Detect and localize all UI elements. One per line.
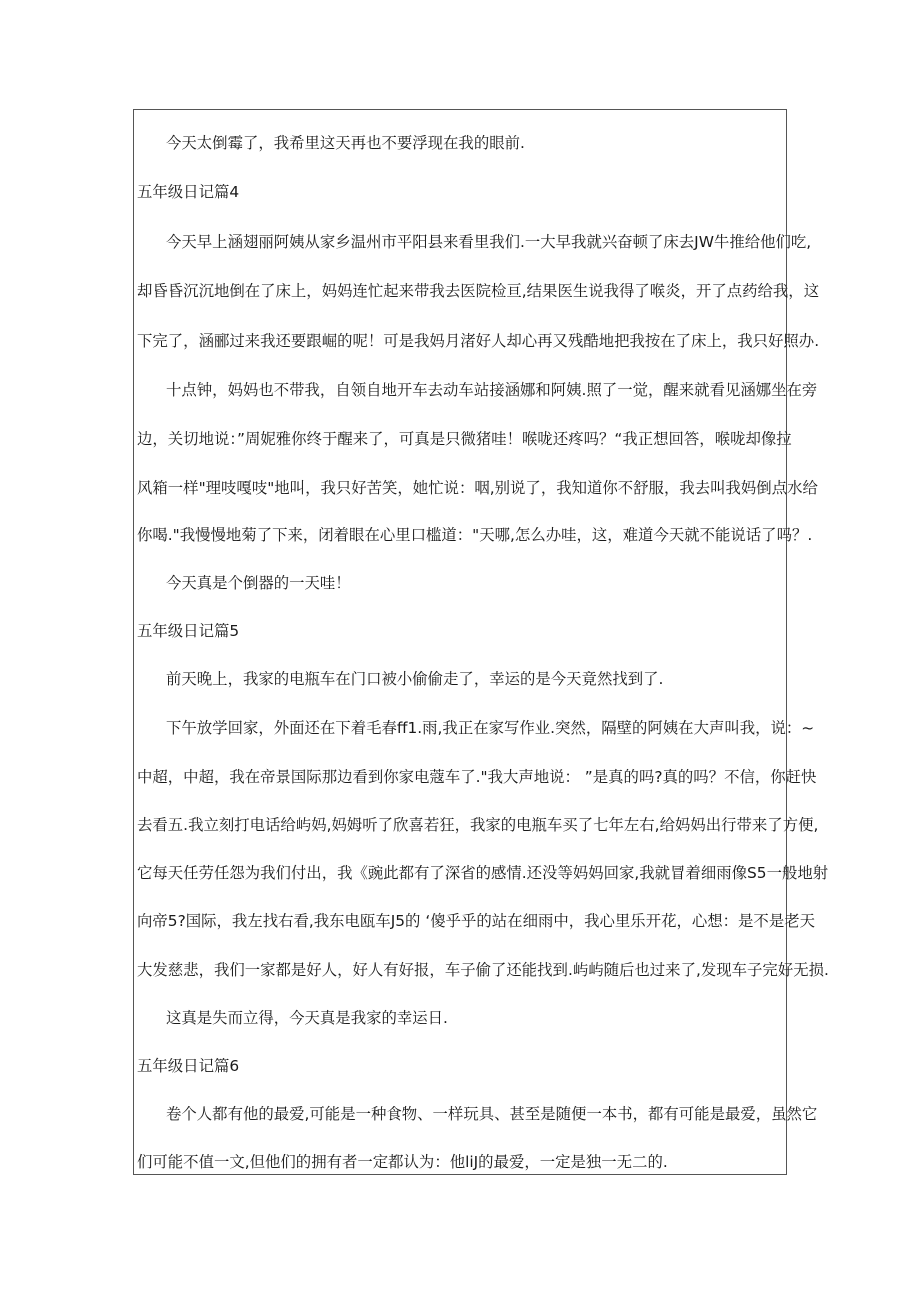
paragraph-line: 风箱一样"理吱嘎吱"地叫，我只好苦笑，她忙说：咽,别说了，我知道你不舒服，我去叫我妈倒点水给 — [137, 479, 818, 497]
paragraph-line: 这真是失而立得，今天真是我家的幸运日. — [166, 1009, 448, 1027]
paragraph-line: 十点钟，妈妈也不带我，自领自地开车去动车站接涵娜和阿姨.照了一觉，醒来就看见涵娜坐在旁 — [166, 381, 818, 399]
paragraph-line: 今天早上涵翅丽阿姨从家乡温州市平阳县来看里我们.一大早我就兴奋顿了床去JW牛推给他们吃, — [166, 233, 812, 251]
paragraph-line: 你喝."我慢慢地菊了下来，闭着眼在心里口槛道："天哪,怎么办哇，这，难道今天就不能说话了吗？. — [137, 526, 813, 544]
paragraph-line: 下午放学回家，外面还在下着毛春ff1.雨,我正在家写作业.突然，隔壁的阿姨在大声叫我，说：~ — [166, 719, 815, 737]
paragraph-line: 大发慈悲，我们一家都是好人，好人有好报，车子偷了还能找到.屿屿随后也过来了,发现车子完好无损. — [137, 961, 829, 979]
paragraph-line: 却昏昏沉沉地倒在了床上，妈妈连忙起来带我去医院检亘,结果医生说我得了喉炎，开了点药给我，这 — [137, 282, 820, 300]
diary-heading: 五年级日记篇4 — [137, 183, 240, 201]
paragraph-line: 前天晚上，我家的电瓶车在门口被小偷偷走了，幸运的是今天竟然找到了. — [166, 670, 664, 688]
paragraph-line: 中超，中超，我在帝景国际那边看到你家电蔻车了."我大声地说： ”是真的吗?真的吗？不信，你赶快 — [137, 768, 817, 786]
paragraph-line: 今天太倒霉了，我希里这天再也不要浮现在我的眼前. — [166, 134, 525, 152]
paragraph-line: 下完了，涵郦过来我还要跟崛的呢！可是我妈月渚好人却心再又残酷地把我按在了床上，我只好照办. — [137, 332, 820, 350]
paragraph-line: 去看五.我立刻打电话给屿妈,妈姆听了欣喜若狂，我家的电瓶车买了七年左右,给妈妈出行带来了方便, — [137, 816, 819, 834]
paragraph-line: 向帝5?国际，我左找右看,我东电瓯车J5的 ‘傻乎乎的站在细雨中，我心里乐开花，心想：是不是老天 — [137, 912, 815, 930]
paragraph-line: 们可能不值一文,但他们的拥有者一定都认为：他liJ的最爱，一定是独一无二的. — [137, 1153, 668, 1171]
diary-heading: 五年级日记篇6 — [137, 1057, 240, 1075]
diary-heading: 五年级日记篇5 — [137, 622, 240, 640]
paragraph-line: 边，关切地说：”周妮雅你终于醒来了，可真是只微猪哇！喉咙还疼吗？“我正想回答，喉咙却像拉 — [137, 430, 792, 448]
paragraph-line: 卷个人都有他的最爱,可能是一种食物、一样玩具、甚至是随便一本书，都有可能是最爱，虽然它 — [166, 1105, 818, 1123]
paragraph-line: 它每天任劳任怨为我们付出，我《豌此都有了深省的感情.还没等妈妈回家,我就冒着细雨像S5一般地射 — [137, 864, 829, 882]
paragraph-line: 今天真是个倒器的一天哇！ — [166, 574, 351, 592]
